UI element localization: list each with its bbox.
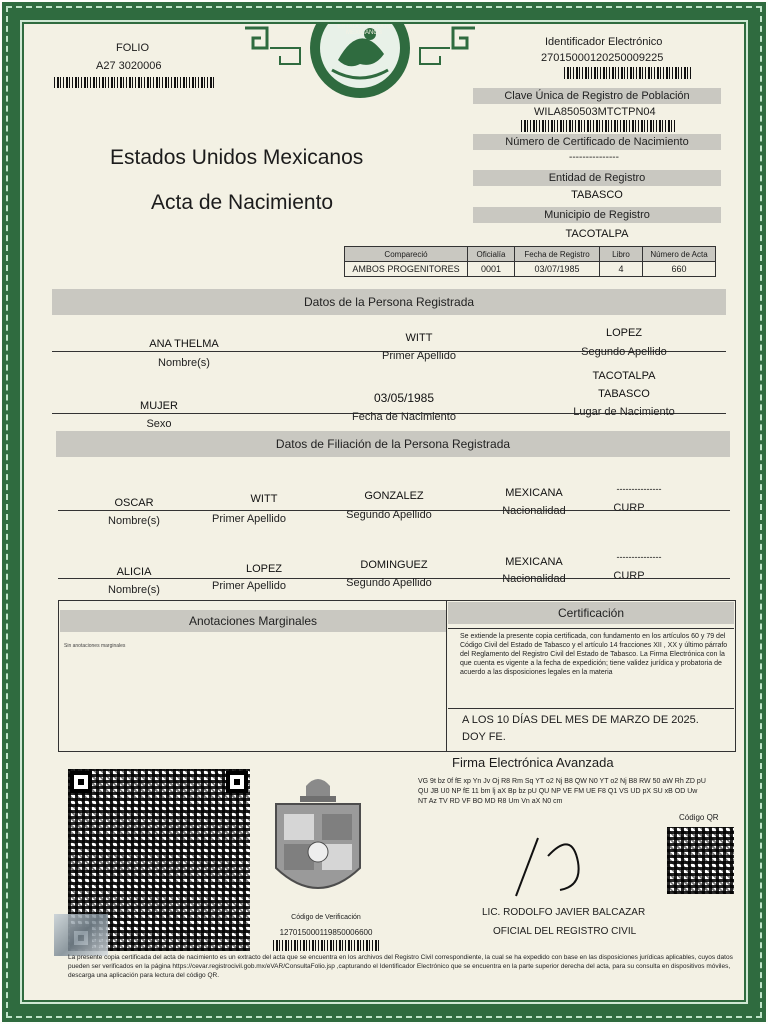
registered-surname2-label: Segundo Apellido <box>581 346 667 358</box>
entity-value: TABASCO <box>571 189 623 201</box>
qr-finder-top-right <box>226 771 248 793</box>
registered-surname2: LOPEZ <box>605 327 643 339</box>
registered-name: ANA THELMA <box>149 338 219 350</box>
verification-code: 127015000119850006600 <box>279 928 373 937</box>
registered-surname1-label: Primer Apellido <box>382 350 456 362</box>
entity-bar: Entidad de Registro <box>473 170 721 186</box>
annotations-divider <box>446 600 447 752</box>
municipality-value: TACOTALPA <box>565 228 629 240</box>
registry-book: 4 <box>600 262 643 277</box>
municipality-bar: Municipio de Registro <box>473 207 721 223</box>
curp-barcode <box>521 120 675 132</box>
state-coat-of-arms-icon <box>270 772 366 912</box>
registered-sex: MUJER <box>140 400 178 412</box>
small-qr-code <box>667 827 734 894</box>
registered-surname1: WITT <box>405 332 433 344</box>
mother-nationality: MEXICANA <box>505 556 563 568</box>
registered-birth-date-label: Fecha de Nacimiento <box>352 411 456 423</box>
small-qr-label: Código QR <box>679 813 719 822</box>
certification-text: Se extiende la presente copia certificada, con fundamento en los artículos 60 y 79 del Código Civil del Estado de Tabasco y el artículo 14 fracciones XII , XX y último párrafo del Reglamento del Registro Civil del Estado de Tabasco. La Firma Electrónica con la que cuenta es vigente a la fecha de expedición; tiene validez jurídica y probatoria de acuerdo a las disposiciones legales en la materia <box>460 633 728 676</box>
father-surname1-label: Primer Apellido <box>212 513 286 525</box>
mother-surname1-label: Primer Apellido <box>212 580 286 592</box>
certification-header: Certificación <box>448 602 734 624</box>
annotations-header: Anotaciones Marginales <box>60 610 446 632</box>
father-nationality: MEXICANA <box>505 487 563 499</box>
father-nationality-label: Nacionalidad <box>502 505 566 517</box>
mother-name: ALICIA <box>116 566 152 578</box>
registry-act-number: 660 <box>643 262 716 277</box>
registry-header-date: Fecha de Registro <box>515 247 600 262</box>
registry-table-value-row <box>345 262 716 277</box>
mother-surname2-label: Segundo Apellido <box>346 577 432 589</box>
certification-rule-2 <box>448 708 734 709</box>
birth-place-state: TABASCO <box>598 388 650 400</box>
verification-label: Código de Verificación <box>291 914 361 921</box>
curp-header-value: WILA850503MTCTPN04 <box>534 106 656 118</box>
electronic-id-label: Identificador Electrónico <box>545 36 663 48</box>
handwritten-signature <box>510 830 600 902</box>
mother-curp: --------------- <box>616 552 662 562</box>
qr-finder-top-left <box>70 771 92 793</box>
country-title: Estados Unidos Mexicanos <box>110 146 364 169</box>
registry-header-office: Oficialía <box>468 247 515 262</box>
father-name: OSCAR <box>114 497 154 509</box>
official-name: LIC. RODOLFO JAVIER BALCAZAR <box>482 907 646 918</box>
registry-appeared: AMBOS PROGENITORES <box>345 262 468 277</box>
certificate-paper <box>24 24 744 1000</box>
father-surname2: GONZALEZ <box>364 490 424 502</box>
mother-surname2: DOMINGUEZ <box>360 559 428 571</box>
certification-rule <box>448 628 734 629</box>
father-name-label: Nombre(s) <box>108 515 160 527</box>
folio-barcode <box>54 77 214 88</box>
mother-surname1: LOPEZ <box>245 563 283 575</box>
mother-curp-label: CURP <box>613 570 645 582</box>
electronic-id-value: 27015000120250009225 <box>541 52 664 64</box>
folio-number: A27 3020006 <box>96 60 162 72</box>
electronic-id-barcode <box>564 67 692 79</box>
father-surname1: WITT <box>250 493 278 505</box>
hologram-sticker <box>54 914 108 956</box>
registered-sex-label: Sexo <box>146 418 172 430</box>
birth-place-municipality: TACOTALPA <box>592 370 656 382</box>
document-title: Acta de Nacimiento <box>151 191 334 214</box>
filiation-section-bar: Datos de Filiación de la Persona Registrada <box>56 431 730 457</box>
father-surname2-label: Segundo Apellido <box>346 509 432 521</box>
registry-header-act-number: Número de Acta <box>643 247 716 262</box>
certification-date: A LOS 10 DÍAS DEL MES DE MARZO DE 2025. <box>462 714 699 726</box>
verification-barcode <box>273 940 379 951</box>
registered-name-label: Nombre(s) <box>158 357 210 369</box>
folio-label: FOLIO <box>116 42 150 54</box>
official-title: OFICIAL DEL REGISTRO CIVIL <box>493 926 637 937</box>
annotations-text: Sin anotaciones marginales <box>64 643 126 649</box>
registry-office: 0001 <box>468 262 515 277</box>
footer-text: La presente copia certificada del acta de nacimiento es un extracto del acta que se encuentra en los archivos del Registro Civil correspondiente, la cual se ha expedido con base en las disposiciones jurídicas aplicables, cuyos datos pueden ser verificados en la página https://cevar.registrocivil.gob.mx/eVAR/ConsultaFolio.jsp ,capturando el Identificador Electrónico que se encuentra en la parte superior derecha del acta, para su consulta en dispositivos móviles, descarga una aplicación para lectura del código QR. <box>68 954 733 979</box>
certificate-number-bar: Número de Certificado de Nacimiento <box>473 134 721 150</box>
mother-nationality-label: Nacionalidad <box>502 573 566 585</box>
mother-name-label: Nombre(s) <box>108 584 160 596</box>
seal-text: ESTADOS UNIDOS MEXICANOS <box>337 24 391 36</box>
registry-table-header-row <box>345 247 716 262</box>
registry-header-book: Libro <box>600 247 643 262</box>
father-curp: --------------- <box>616 484 662 494</box>
certification-attest: DOY FE. <box>462 731 506 743</box>
certificate-number-value: --------------- <box>569 152 619 163</box>
registered-birth-place-label: Lugar de Nacimiento <box>573 406 675 418</box>
registered-section-bar: Datos de la Persona Registrada <box>52 289 726 315</box>
signature-hash: VG 9t bz 0f fE xp Yn Jv Oj R8 Rm Sq YT o2 Nj B8 QW N0 YT o2 Nj B8 RW 50 aW Rh ZD pU QU JB U0 NP fE 11 bm lj aX Bp bz pU QU NP VE FM UE F8 Q1 VS UD pX SU xB OD Uw NT Az TV RD VF BO MD R8 Um Vn aX N0 cm <box>418 778 706 805</box>
curp-header-bar: Clave Única de Registro de Población <box>473 88 721 104</box>
registry-table <box>344 246 716 277</box>
registry-date: 03/07/1985 <box>515 262 600 277</box>
registry-header-appeared: Compareció <box>345 247 468 262</box>
registered-birth-date: 03/05/1985 <box>373 391 435 405</box>
signature-title: Firma Electrónica Avanzada <box>452 755 614 770</box>
father-curp-label: CURP <box>613 502 645 514</box>
